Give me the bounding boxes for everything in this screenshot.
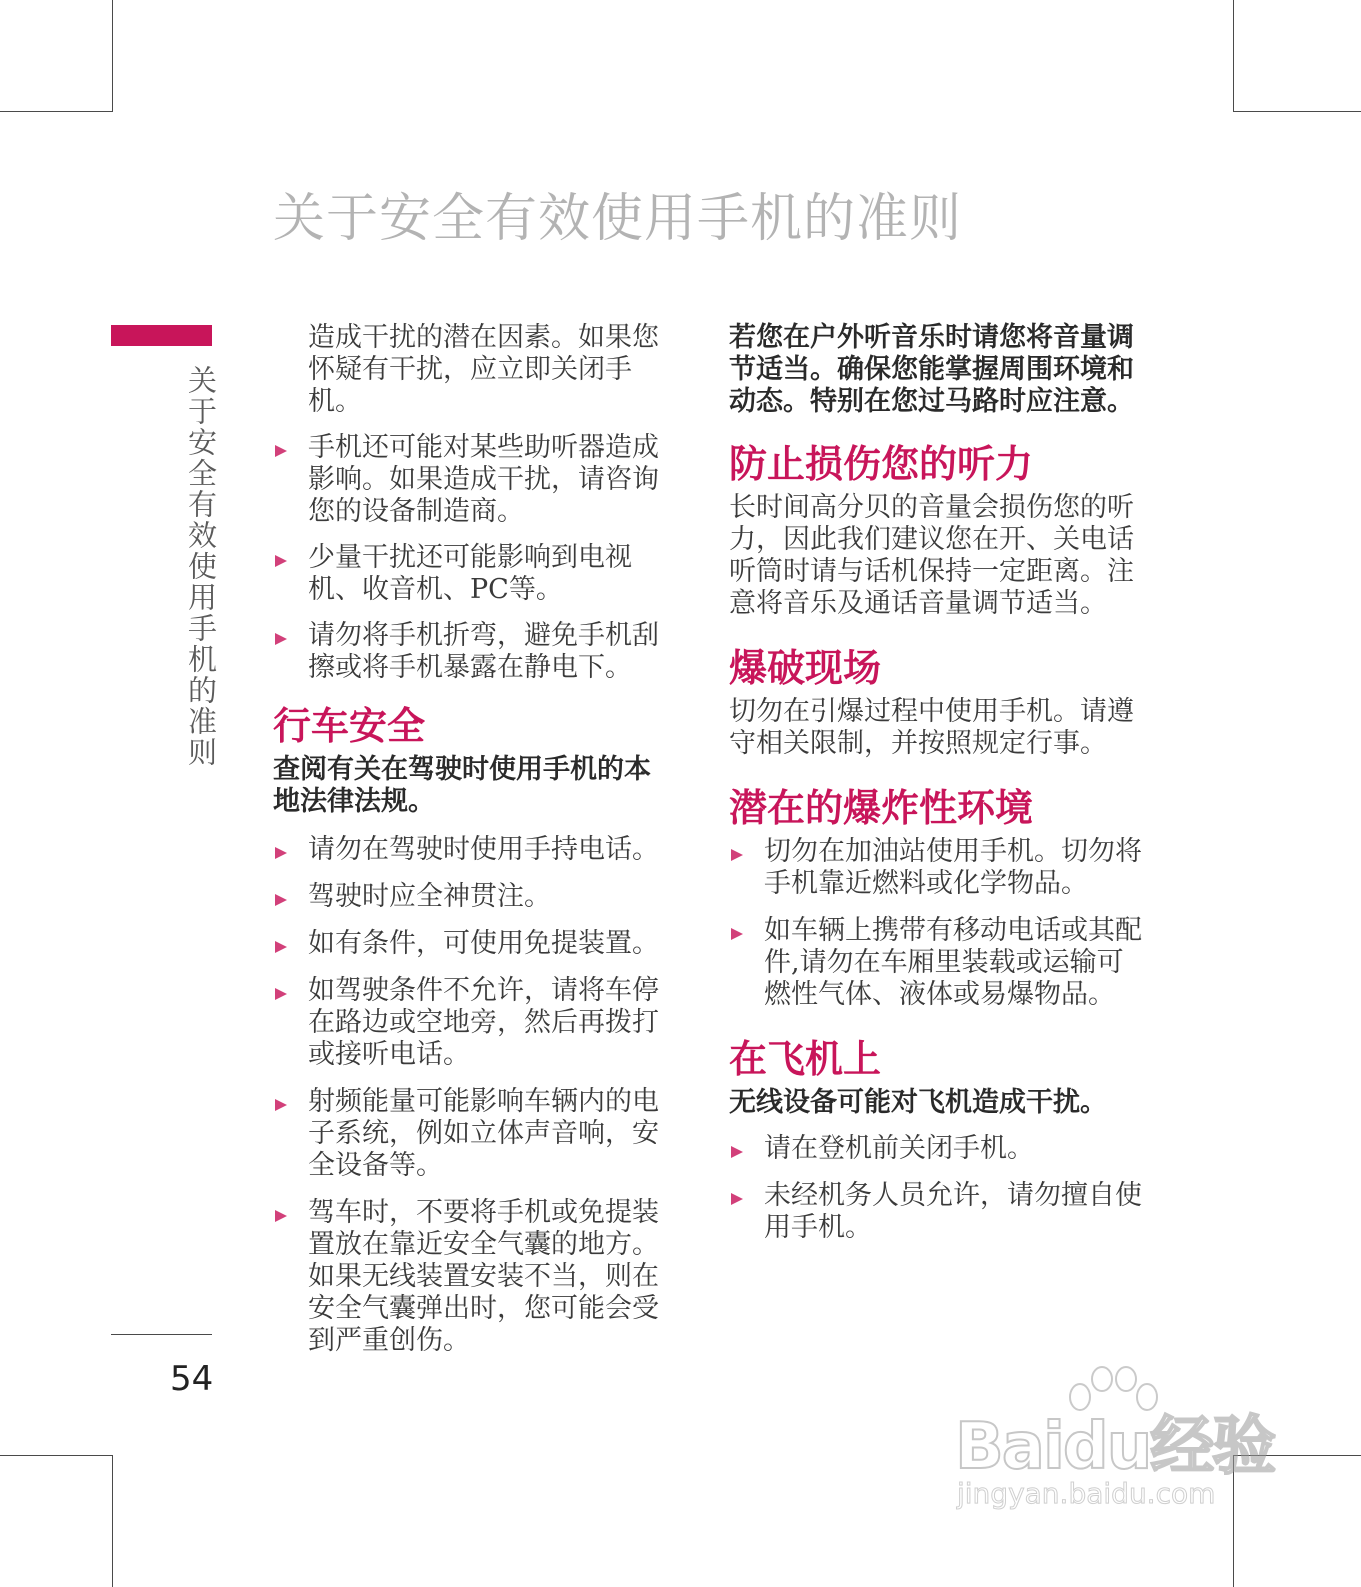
crop-mark [1233,111,1361,112]
list-item-text: 如车辆上携带有移动电话或其配件,请勿在车厢里装载或运输可燃性气体、液体或易爆物品。 [764,915,1142,1010]
bullet-triangle-icon [275,445,287,457]
list-item-text: 驾驶时应全神贯注。 [308,881,551,912]
bullet-triangle-icon [275,633,287,645]
crop-mark [112,0,113,112]
side-section-label: 关于安全有效使用手机的准则 [184,365,218,768]
list-item [273,620,673,684]
section-marker-bar [111,325,212,346]
music-volume-note: 若您在户外听音乐时请您将音量调节适当。确保您能掌握周围环境和动态。特别在您过马路时应注意。 [729,322,1134,417]
page-number-rule [111,1334,212,1335]
list-item [273,432,673,528]
section-heading-explosive: 潜在的爆炸性环境 [729,785,1034,830]
aircraft-intro: 无线设备可能对飞机造成干扰。 [729,1087,1107,1118]
list-item [729,836,1144,900]
baidu-jingyan-watermark [955,1365,1275,1515]
list-item-text: 未经机务人员允许，请勿擅自使用手机。 [764,1180,1142,1243]
crop-mark [1233,0,1234,112]
blasting-text: 切勿在引爆过程中使用手机。请遵守相关限制，并按照规定行事。 [729,696,1134,759]
bullet-triangle-icon [275,555,287,567]
crop-mark [112,1455,113,1587]
list-item [273,975,673,1071]
list-item [729,915,1144,1011]
list-item-text: 请在登机前关闭手机。 [764,1133,1034,1164]
hearing-text: 长时间高分贝的音量会损伤您的听力，因此我们建议您在开、关电话听筒时请与话机保持一定距离。注意将音乐及通话音量调节适当。 [729,492,1134,619]
bullet-triangle-icon [731,928,743,940]
list-item [273,834,673,866]
list-item [729,1133,1144,1165]
section-heading-driving: 行车安全 [273,703,426,748]
list-item [273,1086,673,1182]
crop-mark [0,1455,112,1456]
list-item-text: 驾车时，不要将手机或免提装置放在靠近安全气囊的地方。如果无线装置安装不当，则在安全气囊弹出时，您可能会受到严重创伤。 [308,1197,659,1356]
bullet-triangle-icon [731,1193,743,1205]
list-item-text: 请勿将手机折弯，避免手机刮擦或将手机暴露在静电下。 [308,620,659,683]
right-column [729,322,1144,1244]
list-item [729,1180,1144,1244]
bullet-triangle-icon [275,847,287,859]
list-item-text: 射频能量可能影响车辆内的电子系统，例如立体声音响，安全设备等。 [308,1086,659,1181]
page-number: 54 [170,1359,214,1399]
bullet-triangle-icon [275,988,287,1000]
crop-mark [0,111,112,112]
list-item-text: 请勿在驾驶时使用手持电话。 [308,834,659,865]
watermark-logo-text: Baidu经验 [955,1410,1275,1484]
bullet-triangle-icon [275,1099,287,1111]
left-column [273,322,673,1357]
bullet-triangle-icon [731,849,743,861]
bullet-triangle-icon [275,941,287,953]
list-item [273,1197,673,1357]
watermark-url: jingyan.baidu.com [957,1477,1216,1510]
section-heading-hearing: 防止损伤您的听力 [729,441,1034,486]
bullet-triangle-icon [275,894,287,906]
list-item [273,928,673,960]
list-item-text: 手机还可能对某些助听器造成影响。如果造成干扰，请咨询您的设备制造商。 [308,432,659,527]
list-item-text: 如驾驶条件不允许，请将车停在路边或空地旁，然后再拨打或接听电话。 [308,975,659,1070]
list-item [273,542,673,606]
section-heading-blasting: 爆破现场 [729,645,882,690]
page-title: 关于安全有效使用手机的准则 [273,189,963,249]
list-item [273,881,673,913]
list-item-text: 少量干扰还可能影响到电视机、收音机、PC等。 [308,542,632,605]
bullet-triangle-icon [275,1210,287,1222]
continued-paragraph: 造成干扰的潜在因素。如果您怀疑有干扰，应立即关闭手机。 [308,322,659,417]
driving-intro: 查阅有关在驾驶时使用手机的本地法律法规。 [273,754,651,817]
section-heading-aircraft: 在飞机上 [729,1036,882,1081]
bullet-triangle-icon [731,1146,743,1158]
list-item-text: 如有条件，可使用免提装置。 [308,928,659,959]
list-item-text: 切勿在加油站使用手机。切勿将手机靠近燃料或化学物品。 [764,836,1142,899]
